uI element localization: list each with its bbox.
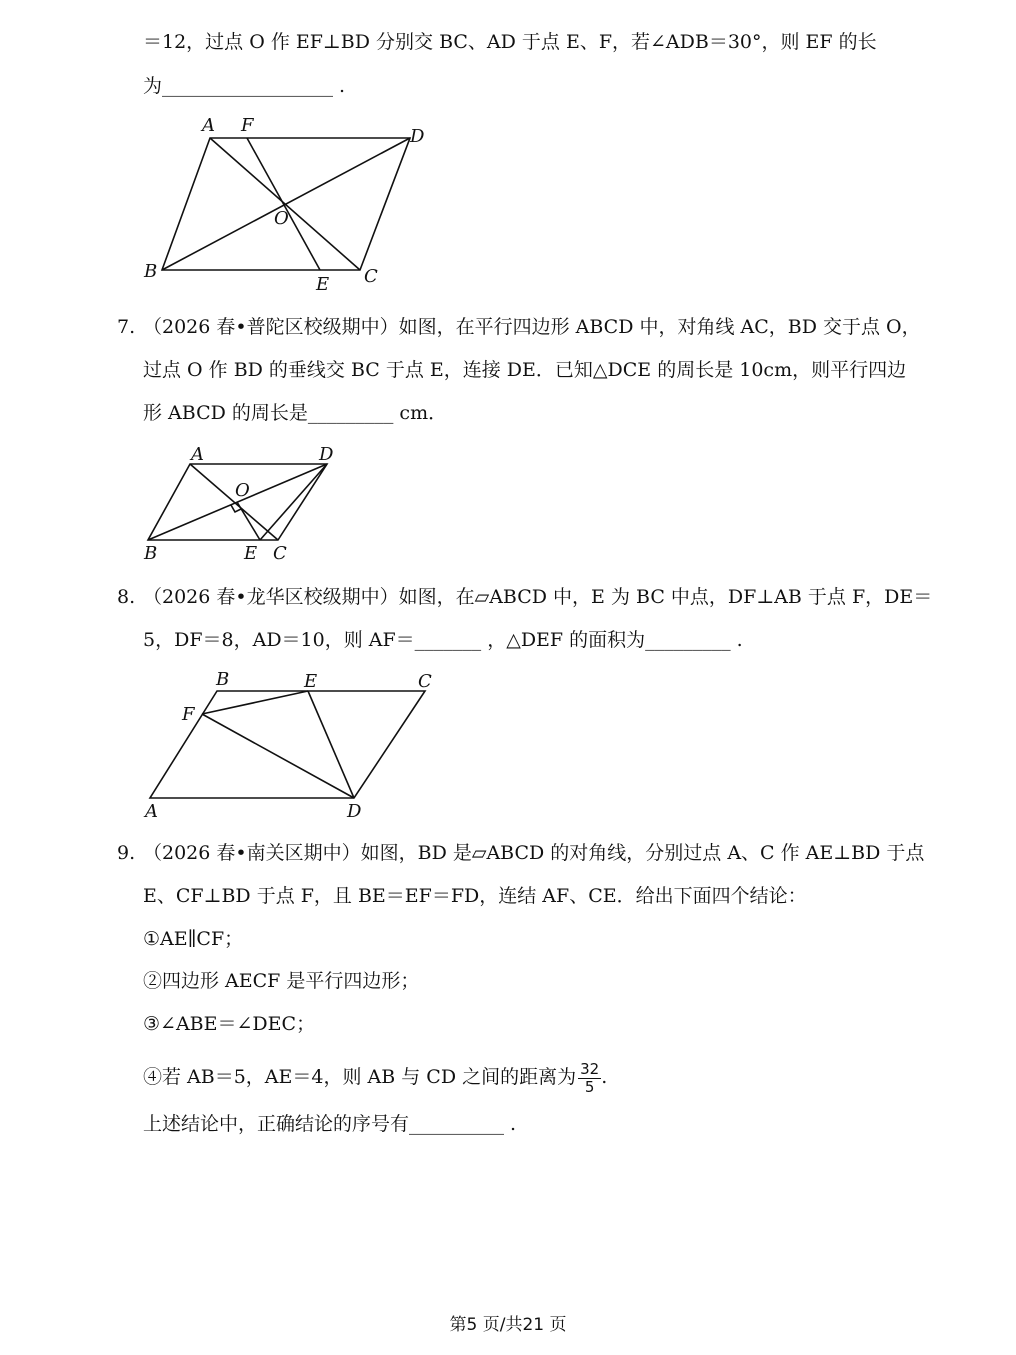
fraction-denominator: 5 — [584, 1077, 595, 1096]
q9-conclusion-3: ③∠ABE＝∠DEC； — [143, 1013, 316, 1035]
q9-conclusion-2: ②四边形 AECF 是平行四边形； — [143, 970, 420, 992]
segment-ed — [308, 691, 354, 798]
label-f: F — [182, 704, 195, 725]
label-f: F — [241, 115, 254, 136]
segment-ef — [247, 138, 320, 270]
label-a: A — [202, 115, 215, 136]
q9-number: 9. — [117, 842, 136, 864]
segment-fd — [202, 714, 354, 798]
label-c: C — [418, 671, 432, 692]
diagonal-ac — [190, 464, 278, 540]
figure-q8 — [140, 665, 440, 825]
label-b: B — [144, 543, 158, 564]
label-a: A — [145, 801, 158, 822]
q8-number: 8. — [117, 586, 136, 608]
label-d: D — [347, 801, 362, 822]
label-o: O — [235, 480, 250, 501]
page-footer: 第5 页/共21 页 — [449, 1315, 567, 1335]
label-a: A — [191, 444, 204, 465]
q7-text-line2: 过点 O 作 BD 的垂线交 BC 于点 E，连接 DE．已知△DCE 的周长是 10cm，则平行四边 — [143, 359, 907, 381]
label-b: B — [216, 669, 230, 690]
q8-text-line2: 5，DF＝8，AD＝10，则 AF＝_______ ，△DEF 的面积为_________ . — [143, 629, 743, 651]
segment-fe — [202, 691, 308, 714]
label-o: O — [274, 208, 289, 229]
label-e: E — [316, 274, 330, 295]
q9-conclusion-4-text: ④若 AB＝5，AE＝4，则 AB 与 CD 之间的距离为 — [143, 1066, 577, 1088]
diagonal-ac — [210, 138, 360, 270]
q6-text-line2: 为__________________ . — [143, 75, 346, 97]
label-d: D — [410, 126, 425, 147]
figure-q6 — [140, 112, 440, 297]
q8-text-line1: （2026 春•龙华区校级期中）如图，在▱ABCD 中，E 为 BC 中点，DF⊥AB 于点 F，DE＝ — [143, 586, 933, 608]
q7-text-line3: 形 ABCD 的周长是_________ cm． — [143, 402, 448, 424]
label-b: B — [144, 261, 158, 282]
fraction-numerator: 32 — [580, 1059, 600, 1078]
label-e: E — [244, 543, 258, 564]
q9-final-line: 上述结论中，正确结论的序号有__________ . — [143, 1113, 517, 1135]
fraction — [578, 1061, 601, 1096]
q7-text-line1: （2026 春•普陀区校级期中）如图，在平行四边形 ABCD 中，对角线 AC，BD 交于点 O， — [143, 316, 921, 338]
label-d: D — [319, 444, 334, 465]
q9-text-line1: （2026 春•南关区期中）如图，BD 是▱ABCD 的对角线，分别过点 A、C 作 AE⊥BD 于点 — [143, 842, 925, 864]
q7-number: 7. — [117, 316, 136, 338]
label-c: C — [273, 543, 287, 564]
q6-text-line1: ＝12，过点 O 作 EF⊥BD 分别交 BC、AD 于点 E、F，若∠ADB＝30°，则 EF 的长 — [143, 31, 877, 53]
label-e: E — [304, 671, 318, 692]
segment-de — [260, 464, 327, 540]
q9-conclusion-4 — [143, 1055, 607, 1099]
q9-text-line2: E、CF⊥BD 于点 F，且 BE＝EF＝FD，连结 AF、CE．给出下面四个结论： — [143, 885, 807, 907]
q9-conclusion-4-end: . — [601, 1066, 608, 1088]
q9-conclusion-1: ①AE∥CF； — [143, 928, 244, 950]
figure-q7 — [140, 440, 350, 568]
label-c: C — [364, 266, 378, 287]
